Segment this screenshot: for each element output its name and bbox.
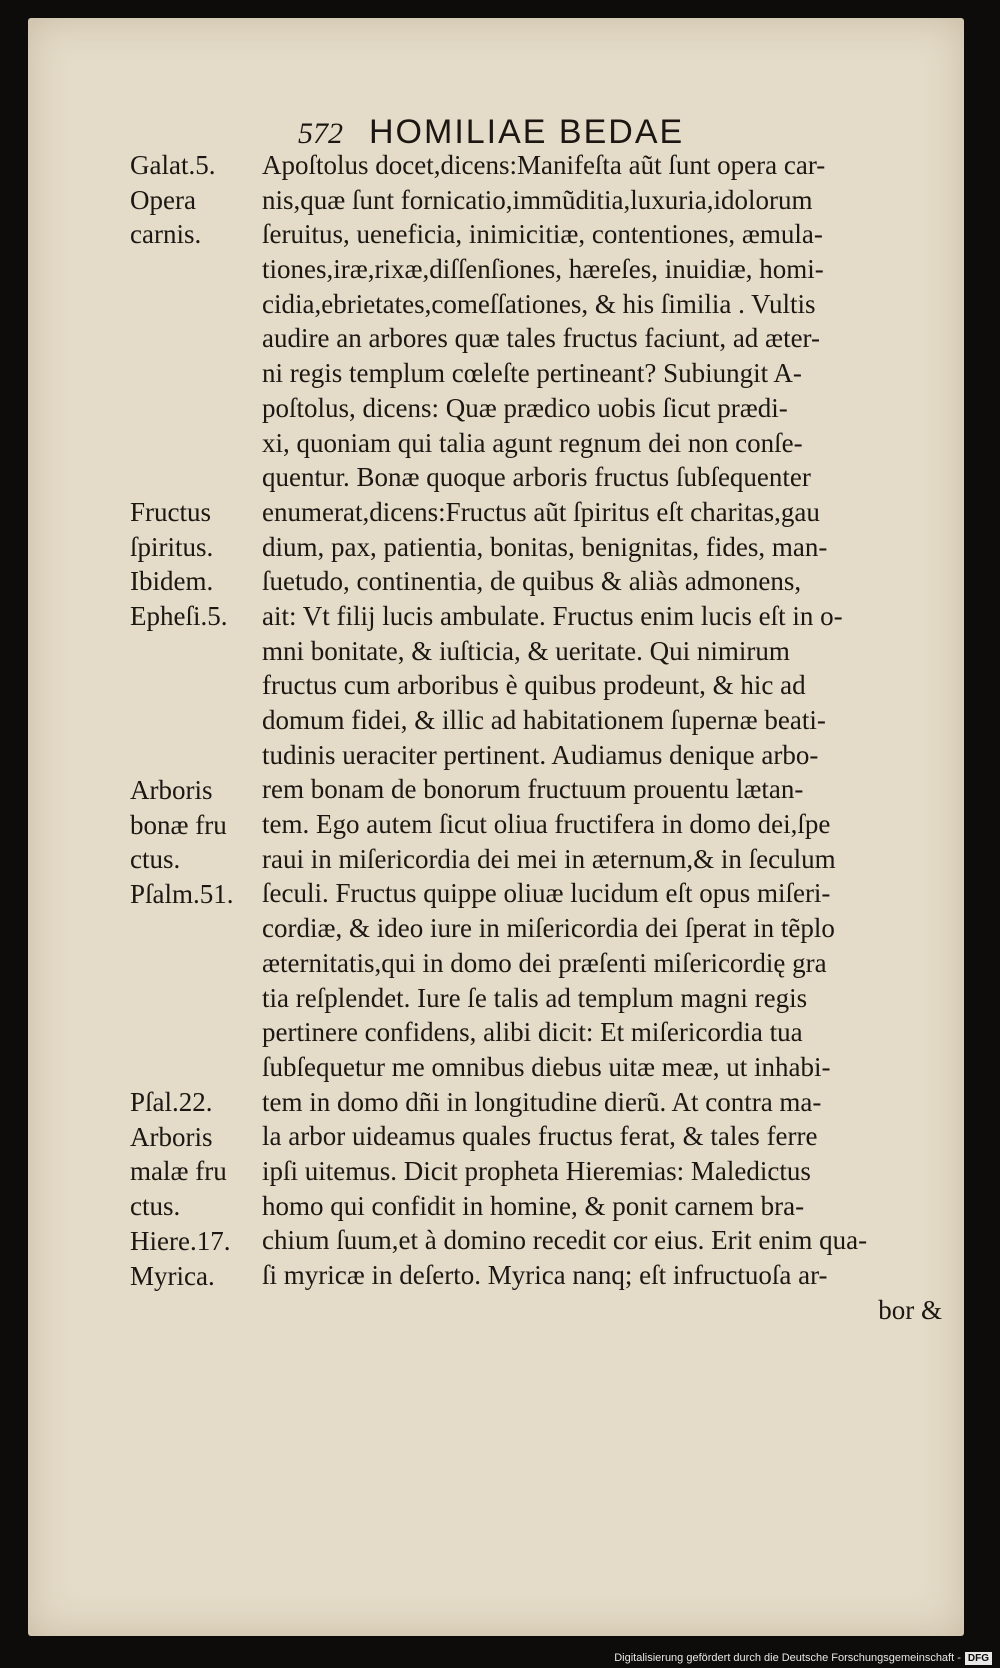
margin-note-line: Arboris xyxy=(130,775,213,805)
text-line: tem in domo dñi in longitudine dierũ. At contra ma- xyxy=(262,1086,822,1117)
running-title: HOMILIAE BEDAE xyxy=(369,113,685,151)
text-line: chium ſuum,et à domino recedit cor eius. Erit enim qua- xyxy=(262,1225,868,1256)
text-line: domum fidei, & illic ad habitationem ſupernæ beati- xyxy=(262,705,826,735)
text-line: ſuetudo, continentia, de quibus & aliàs admonens, xyxy=(262,566,802,597)
text-line: ſubſequetur me omnibus diebus uitæ meæ, ut inhabi- xyxy=(262,1051,831,1082)
margin-note-arboris-malae xyxy=(130,1085,258,1293)
margin-note-line: ctus. xyxy=(130,1191,181,1222)
text-line: la arbor uideamus quales fructus ferat, & tales ferre xyxy=(262,1121,818,1152)
text-line: cidia,ebrietates,comeſſationes, & his ſimilia . Vultis xyxy=(262,288,816,319)
margin-note-line: Fructus xyxy=(130,497,211,527)
margin-note-galatians xyxy=(130,148,258,252)
margin-note-arboris-bonae xyxy=(130,773,258,912)
margin-note-line: Myrica. xyxy=(130,1260,215,1291)
margin-note-line: Ibidem. xyxy=(130,566,214,597)
page-number: 572 xyxy=(298,117,343,150)
margin-note-line: Arboris xyxy=(130,1121,213,1152)
margin-note-line: ſpiritus. xyxy=(130,531,214,562)
text-line: mni bonitate, & iuſticia, & ueritate. Qui nimirum xyxy=(262,635,790,666)
margin-note-line: malæ fru xyxy=(130,1156,227,1187)
text-line: tiones,iræ,rixæ,diſſenſiones, hæreſes, inuidiæ, homi- xyxy=(262,254,824,285)
margin-note-line: Hiere.17. xyxy=(130,1225,231,1256)
text-line: ipſi uitemus. Dicit propheta Hieremias: Maledictus xyxy=(262,1155,811,1186)
text-line: Apoſtolus docet,dicens:Manifeſta aũt ſunt opera car- xyxy=(262,150,826,180)
margin-note-line: carnis. xyxy=(130,219,202,250)
margin-note-line: Epheſi.5. xyxy=(130,601,228,632)
text-line: raui in miſericordia dei mei in æternum,& in ſeculum xyxy=(262,843,836,874)
margin-note-line: Galat.5. xyxy=(130,150,216,180)
text-line: homo qui confidit in homine, & ponit carnem bra- xyxy=(262,1190,805,1221)
text-line: ſi myricæ in deſerto. Myrica nanq; eſt infructuoſa ar- xyxy=(262,1260,828,1290)
text-line: bor & xyxy=(878,1294,942,1325)
text-line: ſeruitus, ueneficia, inimicitiæ, contentiones, æmula- xyxy=(262,219,823,250)
text-line: æternitatis,qui in domo dei præſenti miſericordię gra xyxy=(262,947,827,978)
text-line: quentur. Bonæ quoque arboris fructus ſubſequenter xyxy=(262,462,811,493)
text-line: enumerat,dicens:Fructus aũt ſpiritus eſt charitas,gau xyxy=(262,496,820,527)
text-line: nis,quæ ſunt fornicatio,immũditia,luxuria,idolorum xyxy=(262,184,813,215)
text-line: fructus cum arboribus è quibus prodeunt, & hic ad xyxy=(262,670,806,701)
margin-note-line: ctus. xyxy=(130,844,181,875)
footer-strip xyxy=(0,1648,1000,1668)
text-line: cordiæ, & ideo iure in miſericordia dei ſperat in tẽplo xyxy=(262,913,835,944)
margin-note-fructus-spiritus xyxy=(130,495,258,634)
body-text xyxy=(262,148,954,1327)
text-line: pertinere confidens, alibi dicit: Et miſericordia tua xyxy=(262,1017,803,1048)
text-line: audire an arbores quæ tales fructus faciunt, ad æter- xyxy=(262,323,820,354)
margin-note-line: bonæ fru xyxy=(130,809,227,840)
text-line: tem. Ego autem ſicut oliua fructifera in domo dei,ſpe xyxy=(262,809,831,840)
text-line: ſeculi. Fructus quippe oliuæ lucidum eſt opus miſeri- xyxy=(262,878,831,909)
text-line: tia reſplendet. Iure ſe talis ad templum magni regis xyxy=(262,982,808,1013)
text-line: ait: Vt filij lucis ambulate. Fructus enim lucis eſt in o- xyxy=(262,600,843,631)
margin-note-line: Pſal.22. xyxy=(130,1087,213,1117)
text-line: poſtolus, dicens: Quæ prædico uobis ſicut prædi- xyxy=(262,392,788,423)
dfg-logo: DFG xyxy=(965,1652,992,1665)
text-line: dium, pax, patientia, bonitas, benignitas, fides, man- xyxy=(262,531,828,562)
text-line: ni regis templum cœleſte pertineant? Subiungit A- xyxy=(262,358,802,389)
text-line: rem bonam de bonorum fructuum prouentu lætan- xyxy=(262,774,804,805)
funding-credit: Digitalisierung gefördert durch die Deutsche Forschungsgemeinschaft - xyxy=(614,1652,961,1664)
margin-note-line: Opera xyxy=(130,184,196,215)
text-line: tudinis ueraciter pertinent. Audiamus denique arbo- xyxy=(262,739,819,770)
text-line: xi, quoniam qui talia agunt regnum dei non conſe- xyxy=(262,427,803,458)
margin-note-line: Pſalm.51. xyxy=(130,879,234,910)
